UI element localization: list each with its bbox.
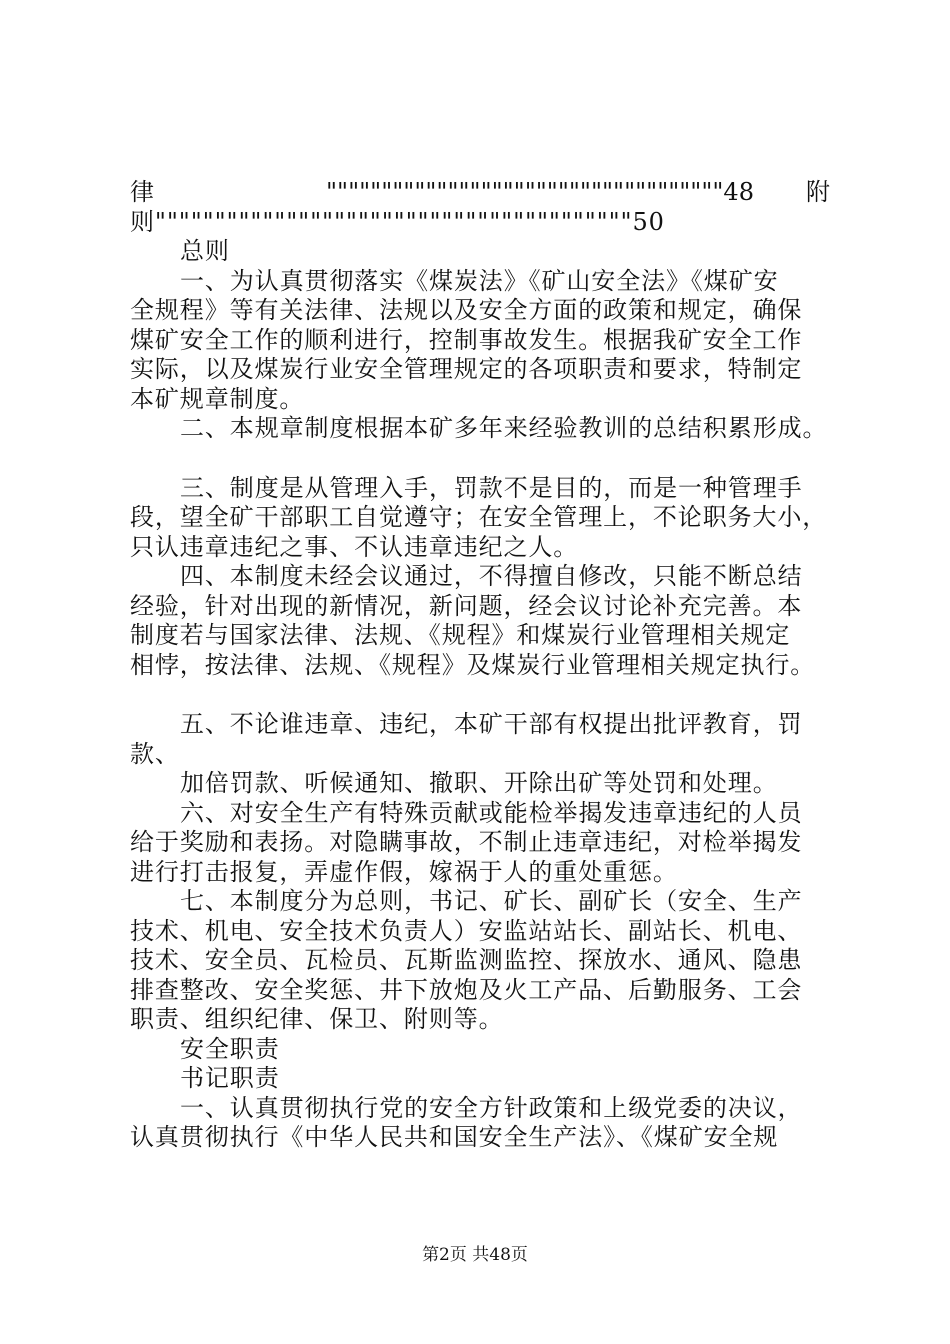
- paragraph-line: 技术、安全员、瓦检员、瓦斯监测监控、探放水、通风、隐患: [130, 946, 803, 974]
- paragraph-line: 只认违章违纪之事、不认违章违纪之人。: [130, 532, 579, 561]
- paragraph-line: 本矿规章制度。: [130, 384, 305, 413]
- paragraph-line: 五、不论谁违章、违纪，本矿干部有权提出批评教育，罚: [180, 710, 803, 738]
- toc-row-1: [130, 178, 830, 208]
- paragraph-line: 给于奖励和表扬。对隐瞒事故，不制止违章违纪，对检举揭发: [130, 828, 803, 856]
- paragraph-line: 七、本制度分为总则，书记、矿长、副矿长（安全、生产: [180, 887, 803, 915]
- paragraph-line: 职责、组织纪律、保卫、附则等。: [130, 1005, 504, 1033]
- paragraph-line: 排查整改、安全奖惩、井下放炮及火工产品、后勤服务、工会: [130, 975, 803, 1004]
- toc-entry-right: 附: [805, 178, 830, 206]
- paragraph-line: 段，望全矿干部职工自觉遵守；在安全管理上，不论职务大小，: [130, 503, 828, 531]
- paragraph-line: 一、为认真贯彻落实《煤炭法》《矿山安全法》《煤矿安: [180, 266, 779, 295]
- section-heading: 安全职责: [180, 1034, 280, 1063]
- paragraph-line: 款、: [130, 739, 180, 768]
- section-heading: 书记职责: [180, 1064, 280, 1092]
- paragraph-line: 六、对安全生产有特殊贡献或能检举揭发违章违纪的人员: [180, 798, 803, 827]
- toc-row-2: 则""""""""""""""""""""""""""""""""""""""""50: [130, 207, 665, 236]
- paragraph-gap: [130, 444, 830, 474]
- paragraph-line: 二、本规章制度根据本矿多年来经验教训的总结积累形成。: [180, 414, 828, 442]
- document-body: [130, 178, 830, 1153]
- section-heading: 总则: [180, 237, 230, 265]
- paragraph-line: 制度若与国家法律、法规、《规程》和煤炭行业管理相关规定: [130, 621, 791, 649]
- paragraph-line: 技术、机电、安全技术负责人）安监站站长、副站长、机电、: [130, 916, 803, 945]
- paragraph-line: 煤矿安全工作的顺利进行，控制事故发生。根据我矿安全工作: [130, 325, 803, 354]
- paragraph-line: 经验，针对出现的新情况，新问题，经会议讨论补充完善。本: [130, 591, 803, 620]
- toc-entry-dots: """"""""""""""""""""""""""""""""""""48: [326, 178, 754, 206]
- paragraph-gap: [130, 680, 830, 710]
- paragraph-line: 全规程》等有关法律、法规以及安全方面的政策和规定，确保: [130, 296, 803, 324]
- paragraph-line: 加倍罚款、听候通知、撤职、开除出矿等处罚和处理。: [180, 769, 778, 797]
- paragraph-line: 四、本制度未经会议通过，不得擅自修改，只能不断总结: [180, 562, 803, 590]
- toc-entry-left: 律: [130, 178, 154, 206]
- paragraph-line: 认真贯彻执行《中华人民共和国安全生产法》、《煤矿安全规: [130, 1123, 779, 1151]
- paragraph-line: 三、制度是从管理入手，罚款不是目的，而是一种管理手: [180, 473, 803, 502]
- paragraph-line: 相悖，按法律、法规、《规程》及煤炭行业管理相关规定执行。: [130, 650, 816, 679]
- paragraph-line: 进行打击报复，弄虚作假，嫁祸于人的重处重惩。: [130, 857, 678, 886]
- paragraph-line: 实际，以及煤炭行业安全管理规定的各项职责和要求，特制定: [130, 355, 803, 383]
- page-footer: 第2页 共48页: [422, 1245, 528, 1265]
- paragraph-line: 一、认真贯彻执行党的安全方针政策和上级党委的决议，: [180, 1093, 803, 1122]
